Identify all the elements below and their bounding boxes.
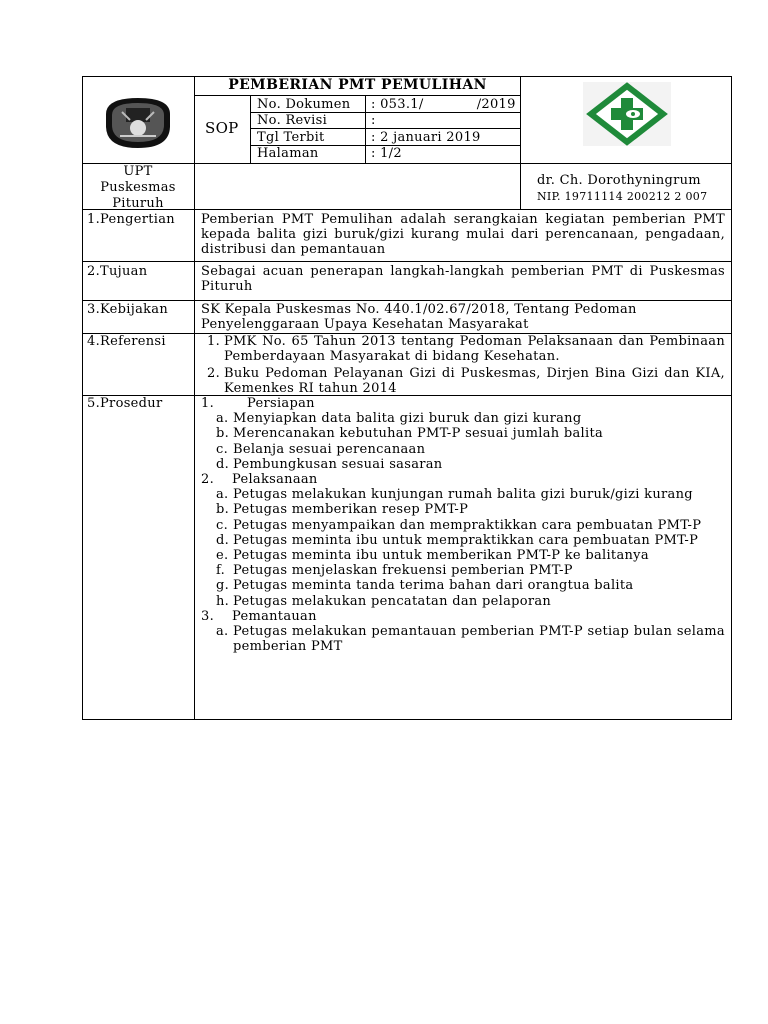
section-label-tujuan: 2.Tujuan (87, 264, 148, 279)
referensi-item (207, 366, 725, 396)
unit-name-line-3: Pituruh (112, 196, 164, 211)
meta-label-halaman: Halaman (257, 146, 319, 161)
signer-nip: NIP. 19711114 200212 2 007 (537, 190, 708, 203)
prosedur-step: c. Belanja sesuai perencanaan (216, 441, 426, 457)
col-divider-label (194, 76, 195, 720)
group-title: Persiapan (247, 396, 315, 411)
group-number: 3. (201, 608, 215, 624)
referensi-item-text: PMK No. 65 Tahun 2013 tentang Pedoman Pelaksanaan dan Pembinaan Pemberdayaan Masyarakat di bidang Kesehatan. (224, 334, 725, 364)
unit-name-line-1: UPT (123, 164, 153, 179)
regency-emblem-logo (100, 92, 176, 152)
prosedur-step: b. Merencanakan kebutuhan PMT-P sesuai jumlah balita (216, 426, 604, 442)
puskesmas-logo (583, 82, 671, 146)
border-bottom (82, 719, 732, 720)
border-right (731, 76, 732, 720)
list-number: 2. (207, 366, 221, 381)
prosedur-step: b. Petugas memberikan resep PMT-P (216, 502, 469, 518)
prosedur-step: c. Petugas menyampaikan dan mempraktikkan cara pembuatan PMT-P (216, 517, 702, 533)
prosedur-step: f. Petugas menjelaskan frekuensi pemberian PMT-P (216, 563, 573, 579)
prosedur-step: a. Menyiapkan data balita gizi buruk dan gizi kurang (216, 411, 582, 427)
kebijakan-text-line-2: Penyelenggaraan Upaya Kesehatan Masyarakat (201, 317, 529, 332)
unit-name-line-2: Puskesmas (100, 180, 176, 195)
section-label-prosedur: 5.Prosedur (87, 396, 163, 411)
prosedur-group-heading (201, 472, 725, 487)
referensi-list (207, 334, 725, 396)
prosedur-group-heading (201, 609, 725, 624)
meta-value-terbit: : 2 januari 2019 (371, 130, 481, 145)
pengertian-text: Pemberian PMT Pemulihan adalah serangkaian kegiatan pemberian PMT kepada balita gizi buruk/gizi kurang mulai dari perencanaan, pengadaan, distribusi dan pemantauan (201, 212, 725, 257)
group-number: 1. (201, 396, 215, 411)
signer-name: dr. Ch. Dorothyningrum (537, 173, 701, 188)
meta-col-divider (365, 95, 366, 163)
meta-label-terbit: Tgl Terbit (257, 130, 325, 145)
prosedur-step: a. Petugas melakukan kunjungan rumah balita gizi buruk/gizi kurang (216, 487, 693, 503)
meta-value-dokumen: : 053.1/ /2019 (371, 97, 516, 112)
prosedur-step: a. Petugas melakukan pemantauan pemberian PMT-P setiap bulan selama pemberian PMT (216, 624, 725, 655)
col-divider-right (520, 76, 521, 210)
prosedur-step: g. Petugas meminta tanda terima bahan dari orangtua balita (216, 578, 634, 594)
group-title: Pelaksanaan (232, 472, 318, 487)
prosedur-group-heading (201, 396, 725, 411)
sop-divider (250, 95, 251, 163)
prosedur-step: h. Petugas melakukan pencatatan dan pelaporan (216, 593, 552, 609)
section-divider-2 (82, 261, 732, 262)
section-divider-3 (82, 300, 732, 301)
section-label-pengertian: 1.Pengertian (87, 212, 175, 227)
list-number: 1. (207, 334, 221, 349)
document-title: PEMBERIAN PMT PEMULIHAN (228, 77, 487, 93)
meta-row-divider-2 (250, 128, 521, 129)
meta-value-halaman: : 1/2 (371, 146, 402, 161)
prosedur-step: d. Pembungkusan sesuai sasaran (216, 456, 443, 472)
group-title: Pemantauan (232, 608, 317, 624)
prosedur-content (201, 396, 725, 654)
kebijakan-text-line-1: SK Kepala Puskesmas No. 440.1/02.67/2018, Tentang Pedoman (201, 302, 637, 317)
meta-value-revisi: : (371, 113, 376, 128)
meta-label-dokumen: No. Dokumen (257, 97, 351, 112)
prosedur-step: e. Petugas meminta ibu untuk memberikan PMT-P ke balitanya (216, 548, 649, 563)
sop-label: SOP (205, 119, 239, 137)
section-label-referensi: 4.Referensi (87, 334, 166, 349)
section-label-kebijakan: 3.Kebijakan (87, 302, 169, 317)
meta-label-revisi: No. Revisi (257, 113, 328, 128)
group-number: 2. (201, 472, 215, 487)
tujuan-text: Sebagai acuan penerapan langkah-langkah pemberian PMT di Puskesmas Pituruh (201, 264, 725, 294)
title-underline (194, 95, 521, 96)
prosedur-step: d. Petugas meminta ibu untuk mempraktikkan cara pembuatan PMT-P (216, 532, 699, 548)
referensi-item (207, 334, 725, 364)
referensi-item-text: Buku Pedoman Pelayanan Gizi di Puskesmas, Dirjen Bina Gizi dan KIA, Kemenkes RI tahun 2014 (224, 366, 725, 396)
